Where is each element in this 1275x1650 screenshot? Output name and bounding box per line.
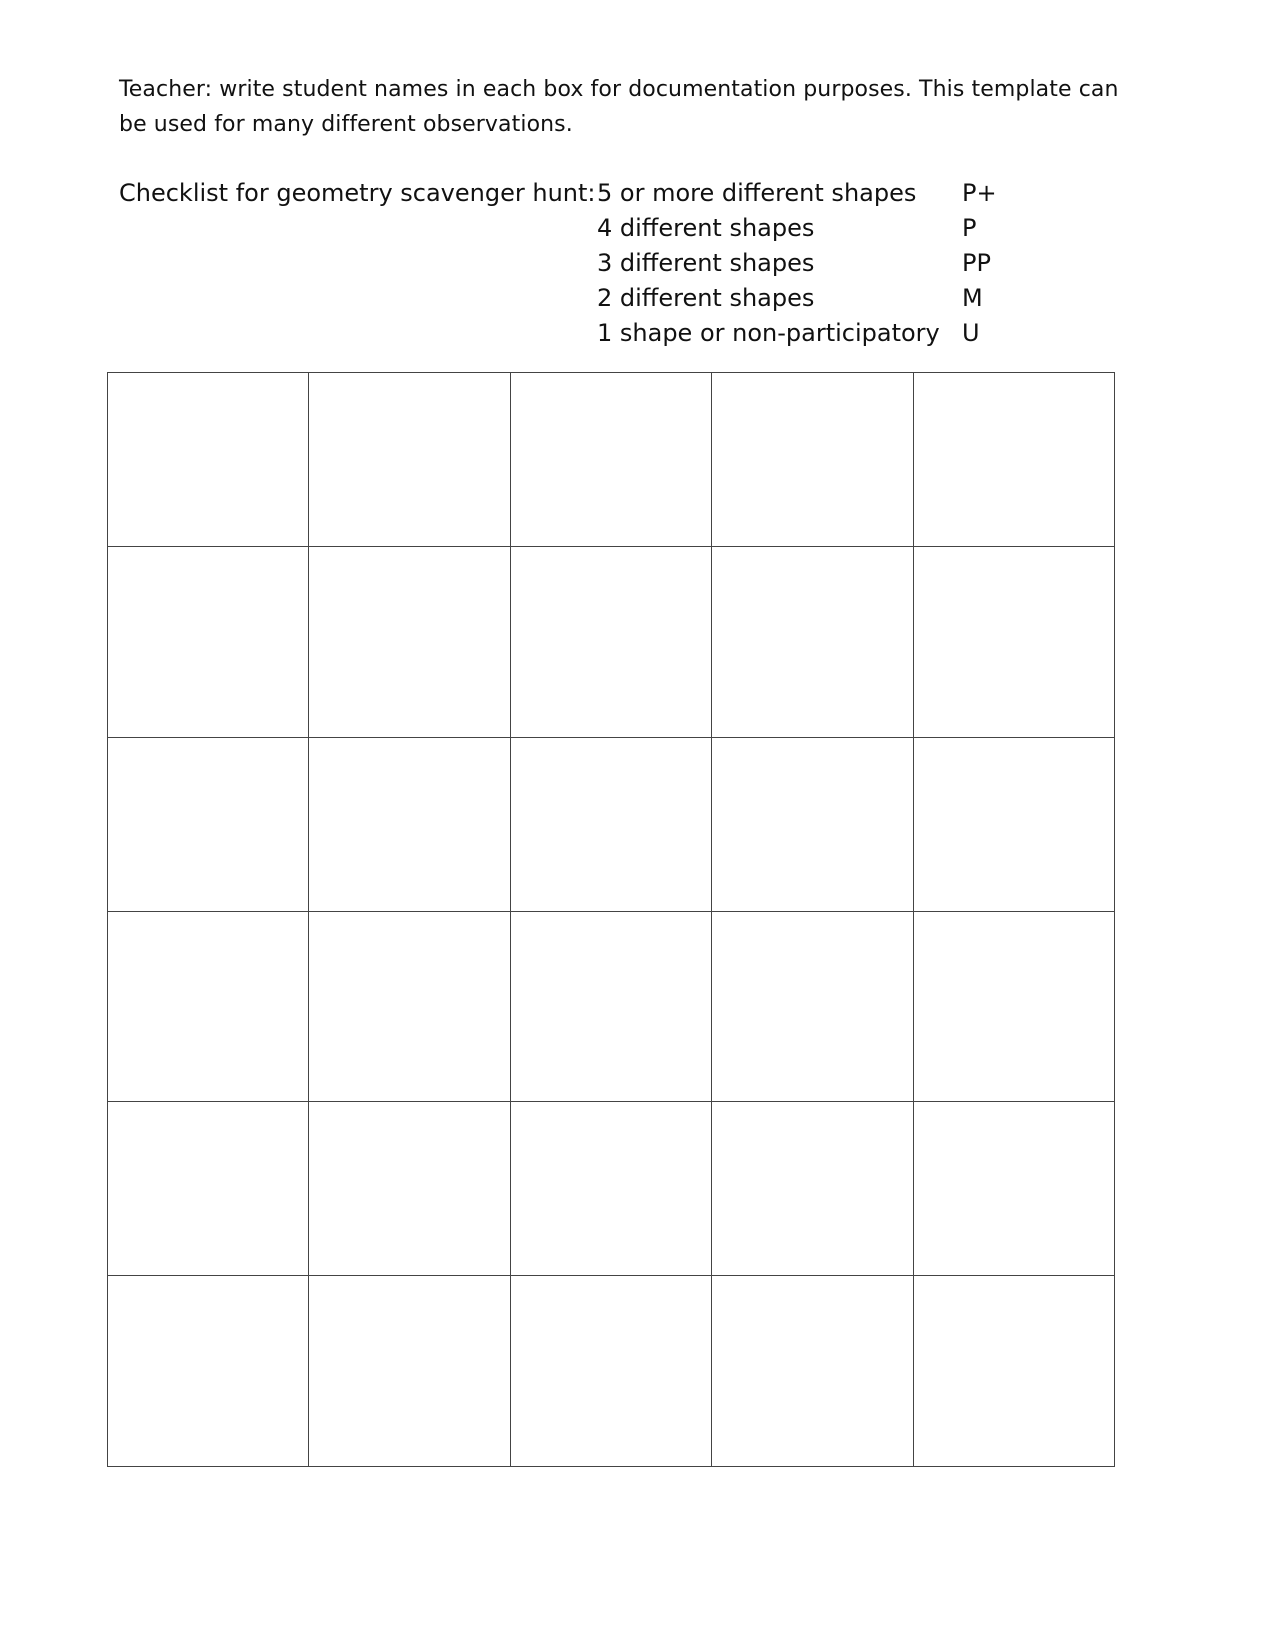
rubric-description: 4 different shapes	[597, 214, 815, 242]
grid-row	[108, 911, 1115, 1102]
student-name-box[interactable]	[913, 1276, 1114, 1467]
student-name-box[interactable]	[712, 737, 913, 911]
rubric-description: 2 different shapes	[597, 284, 815, 312]
student-name-box[interactable]	[309, 1102, 510, 1276]
student-name-box[interactable]	[108, 911, 309, 1102]
grid-row	[108, 737, 1115, 911]
student-name-box[interactable]	[913, 373, 1114, 547]
student-name-box[interactable]	[510, 1276, 711, 1467]
student-name-box[interactable]	[309, 546, 510, 737]
student-name-box[interactable]	[712, 546, 913, 737]
rubric-code: M	[962, 284, 983, 312]
checklist-title: Checklist for geometry scavenger hunt:	[119, 179, 596, 207]
teacher-instructions: Teacher: write student names in each box for documentation purposes. This template can be used for many different observations.	[119, 77, 1119, 137]
rubric-code: PP	[962, 249, 991, 277]
student-name-box[interactable]	[913, 546, 1114, 737]
student-name-box[interactable]	[108, 737, 309, 911]
grid-row	[108, 546, 1115, 737]
rubric-description: 3 different shapes	[597, 249, 815, 277]
grid-row	[108, 373, 1115, 547]
student-name-box[interactable]	[108, 373, 309, 547]
rubric-item	[597, 281, 1002, 316]
grid-row	[108, 1102, 1115, 1276]
student-name-box[interactable]	[108, 1102, 309, 1276]
student-name-box[interactable]	[108, 1276, 309, 1467]
student-name-box[interactable]	[913, 1102, 1114, 1276]
student-name-box[interactable]	[510, 911, 711, 1102]
student-name-box[interactable]	[913, 737, 1114, 911]
student-name-box[interactable]	[913, 911, 1114, 1102]
student-name-box[interactable]	[309, 373, 510, 547]
student-name-box[interactable]	[108, 546, 309, 737]
student-name-box[interactable]	[309, 911, 510, 1102]
student-name-box[interactable]	[712, 911, 913, 1102]
student-name-box[interactable]	[712, 1276, 913, 1467]
rubric-item	[597, 176, 1002, 211]
student-name-box[interactable]	[309, 737, 510, 911]
rubric-code: P	[962, 214, 977, 242]
student-name-grid	[107, 372, 1115, 1467]
student-name-box[interactable]	[309, 1276, 510, 1467]
rubric-item	[597, 211, 1002, 246]
rubric-code: P+	[962, 179, 997, 207]
grid-row	[108, 1276, 1115, 1467]
student-name-box[interactable]	[510, 1102, 711, 1276]
student-name-box[interactable]	[712, 373, 913, 547]
rubric-item	[597, 316, 1002, 351]
rubric-code: U	[962, 319, 980, 347]
rubric-item	[597, 246, 1002, 281]
student-name-box[interactable]	[712, 1102, 913, 1276]
student-name-box[interactable]	[510, 737, 711, 911]
rubric-description: 5 or more different shapes	[597, 179, 917, 207]
student-name-box[interactable]	[510, 546, 711, 737]
student-name-box[interactable]	[510, 373, 711, 547]
rubric-description: 1 shape or non-participatory	[597, 319, 940, 347]
rubric-list	[597, 176, 1002, 351]
